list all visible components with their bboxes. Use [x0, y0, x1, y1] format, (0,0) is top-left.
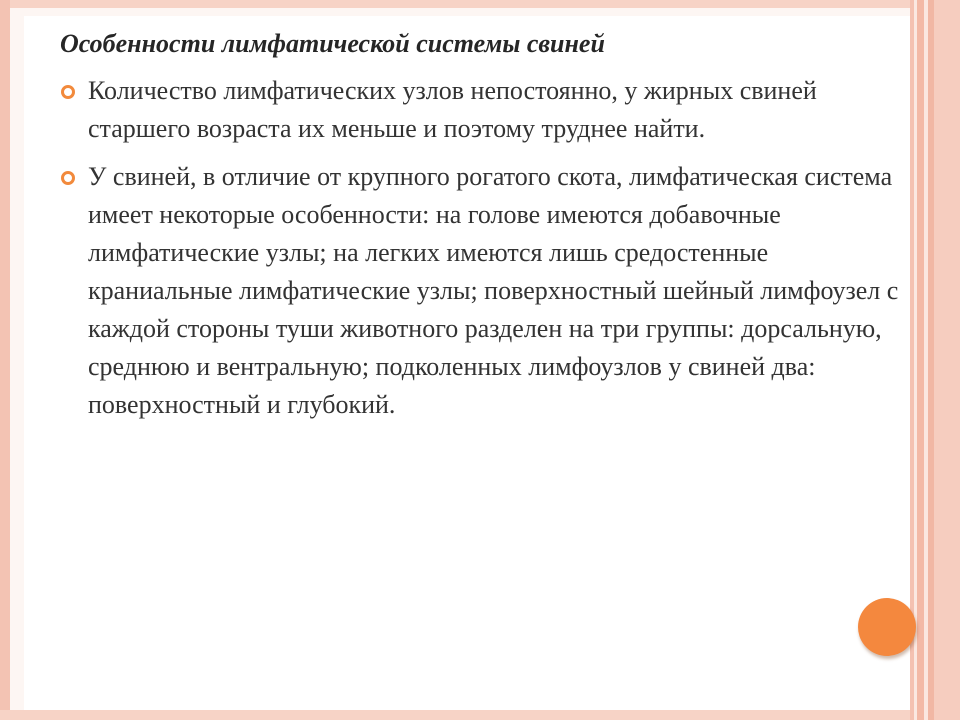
bullet-text: У свиней, в отличие от крупного рогатого скота, лимфатическая система имеет некоторые особенности: на голове имеются добавочные лимфатические узлы; на легких имеются лишь средостенные краниальные лимфатические узлы; поверхностный шейный лимфоузел с каждой стороны туши животного разделен на три группы: дорсальную, среднюю и вентральную; подколенных лимфоузлов у свиней два: поверхностный и глубокий. [88, 162, 899, 419]
ring-bullet-icon [61, 85, 75, 99]
ring-bullet-icon [61, 171, 75, 185]
stripe [934, 0, 960, 720]
bullet-list [60, 72, 900, 434]
bullet-item [60, 158, 900, 424]
slide-title: Особенности лимфатической системы свиней [60, 29, 605, 58]
stripe [917, 0, 924, 720]
frame-left-border [0, 0, 10, 720]
bullet-item [60, 72, 900, 148]
frame-bottom-border [0, 710, 960, 720]
frame-top-border [0, 0, 960, 8]
slide-content-area [24, 16, 910, 710]
right-decorative-stripes [910, 0, 960, 720]
orange-circle-decoration [858, 598, 916, 656]
bullet-text: Количество лимфатических узлов непостоянно, у жирных свиней старшего возраста их меньше и поэтому труднее найти. [88, 76, 817, 143]
